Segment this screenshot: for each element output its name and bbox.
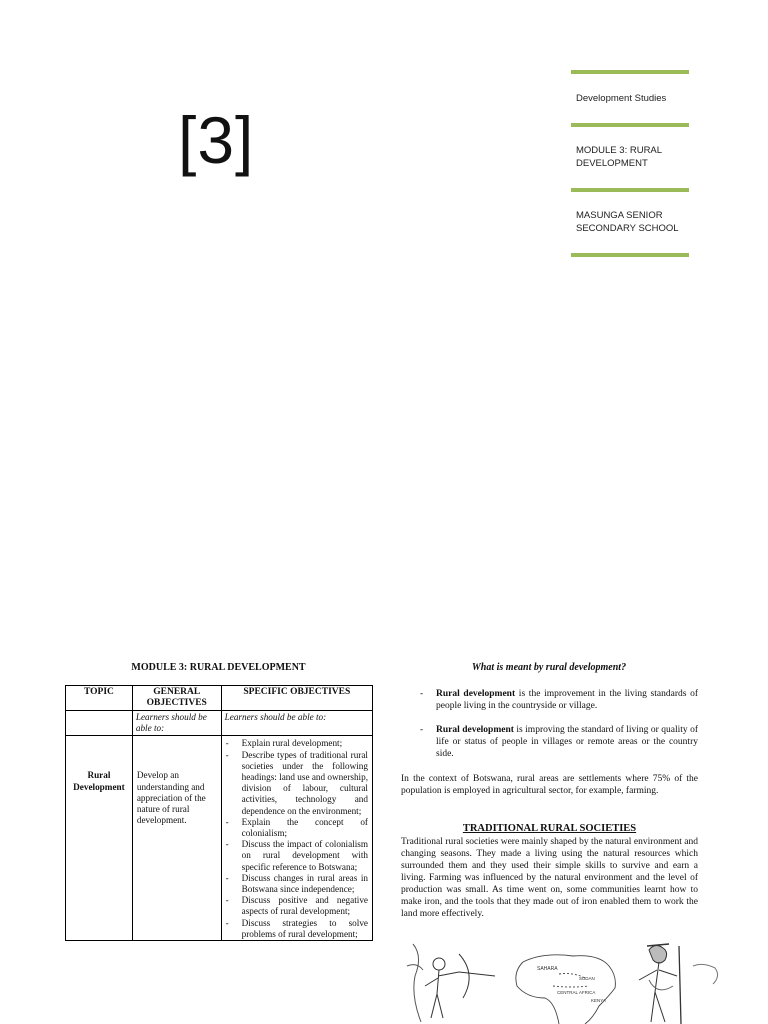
general-objective: Develop an understanding and appreciation of the nature of rural development. <box>132 736 221 941</box>
definitions-list <box>418 688 698 772</box>
module-heading: MODULE 3: RURAL DEVELOPMENT <box>131 662 306 673</box>
list-item: - Explain the concept of colonialism; <box>242 817 368 839</box>
divider <box>571 253 689 257</box>
definition-text: is the improvement in the living standards of people living in the countryside or village. <box>436 689 699 711</box>
module-number: [3] <box>178 103 255 177</box>
definition-text: is improving the standard of living or quality of life or status of people in villages or remote areas or the country side. <box>436 725 698 759</box>
header-specific-objectives: SPECIFIC OBJECTIVES <box>221 686 372 711</box>
header-general-objectives: GENERAL OBJECTIVES <box>132 686 221 711</box>
school-label: MASUNGA SENIOR SECONDARY SCHOOL <box>576 210 679 234</box>
general-intro: Learners should be able to: <box>132 711 221 736</box>
map-label: CENTRAL AFRICA <box>557 990 596 995</box>
definition-term: Rural development <box>436 689 516 699</box>
table-header-row <box>66 686 373 711</box>
section-heading: TRADITIONAL RURAL SOCIETIES <box>462 823 637 834</box>
list-item: - Describe types of traditional rural societies under the following headings: land use and ownership, division of labour, cultural activities, technology and dependence on the environment; <box>242 750 368 817</box>
body-paragraph: Traditional rural societies were mainly shaped by the natural environment and changing seasons. They made a living using the natural resources which surrounded them and they used their simple skills to survive and earn a living. Farming was influenced by the natural environment and the level of production was small. As time went on, some communities learnt how to make iron, and the tools that they made out of iron enabled them to work the land more effectively. <box>401 837 698 919</box>
list-item: - Discuss strategies to solve problems of rural development; <box>242 918 368 940</box>
topic-cell: Rural Development <box>66 736 133 941</box>
africa-map <box>516 955 616 1024</box>
specific-objectives-cell <box>221 736 372 941</box>
objectives-table <box>65 685 373 941</box>
herder-figure <box>639 944 718 1024</box>
module-label: MODULE 3: RURAL DEVELOPMENT <box>576 145 662 169</box>
map-label: KENYA <box>591 998 606 1003</box>
subject-label: Development Studies <box>576 93 667 104</box>
header-topic: TOPIC <box>66 686 133 711</box>
module-info-panel <box>571 70 689 257</box>
map-label: SAHARA <box>537 966 558 972</box>
hunter-figure <box>407 944 495 1022</box>
empty-cell <box>66 711 133 736</box>
question-heading: What is meant by rural development? <box>471 662 627 673</box>
list-item: - Discuss the impact of colonialism on rural development with specific reference to Botswana; <box>242 839 368 873</box>
specific-intro: Learners should be able to: <box>221 711 372 736</box>
list-item: - Discuss positive and negative aspects of rural development; <box>242 895 368 917</box>
table-row <box>66 711 373 736</box>
definition-term: Rural development <box>436 725 514 735</box>
list-item: - Discuss changes in rural areas in Botswana since independence; <box>242 873 368 895</box>
context-paragraph: In the context of Botswana, rural areas are settlements where 75% of the population is employed in agricultural sector, for example, farming. <box>401 774 698 796</box>
map-label: SUDAN <box>579 976 595 981</box>
list-item <box>418 688 698 712</box>
traditional-life-illustration <box>403 936 725 1024</box>
list-item: - Explain rural development; <box>242 738 368 749</box>
list-item <box>418 724 698 760</box>
table-row <box>66 736 373 941</box>
specific-objectives-list <box>222 736 372 940</box>
